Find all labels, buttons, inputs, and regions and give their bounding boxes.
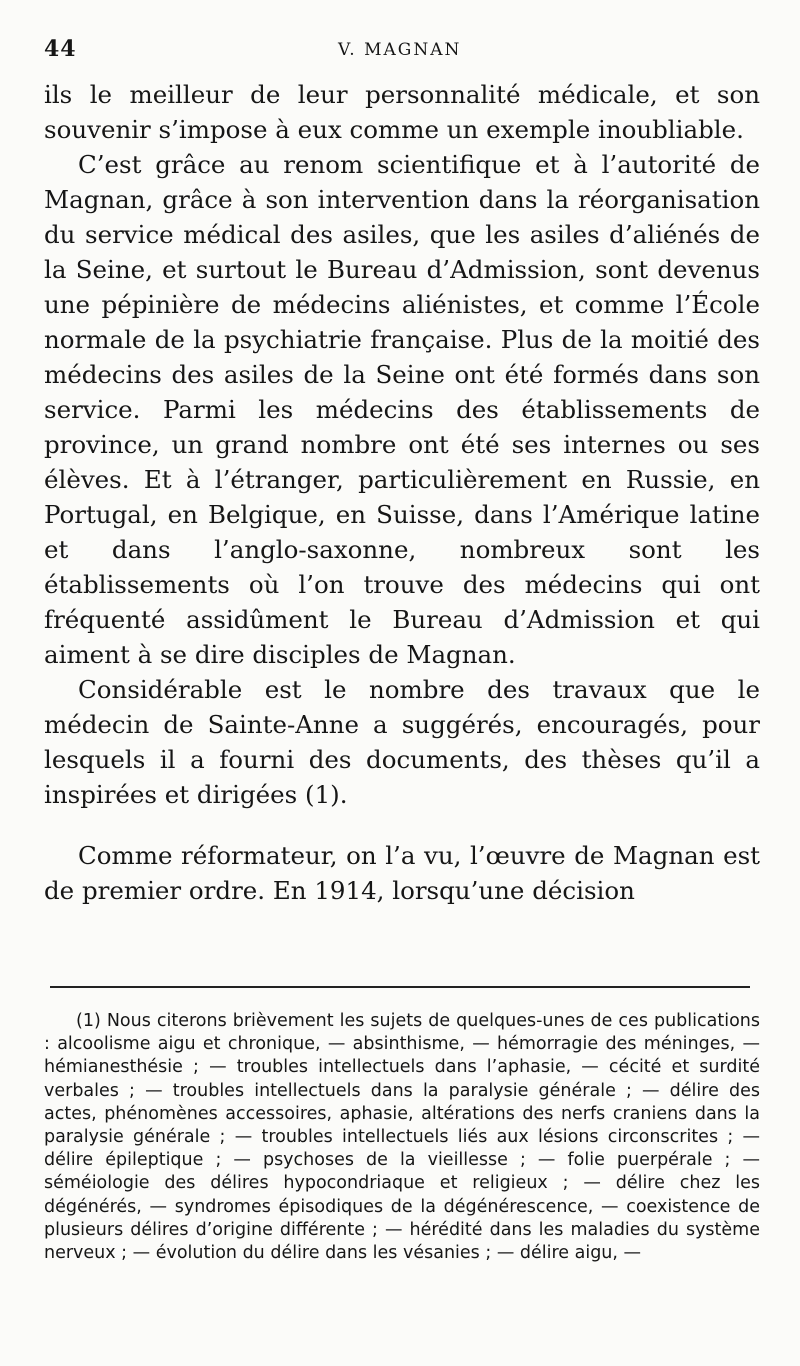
paragraph-continued: ils le meilleur de leur personnalité médicale, et son souvenir s’impose à eux comme un exemple inoubliable. — [44, 80, 760, 144]
running-title: V. MAGNAN — [338, 40, 462, 60]
paragraph-reformateur: Comme réformateur, on l’a vu, l’œuvre de Magnan est de premier ordre. En 1914, lorsqu’une décision — [44, 841, 760, 905]
page-number: 44 — [44, 36, 77, 62]
body-text — [44, 77, 760, 908]
footnote: (1) Nous citerons brièvement les sujets de quelques-unes de ces publications : alcoolisme aigu et chronique, — absinthisme, — hémorragie des méninges, — hémianesthésie ; — troubles intellectuels dans l’aphasie, — cécité et surdité verbales ; — troubles intellectuels dans la paralysie générale ; — délire des actes, phénomènes accessoires, aphasie, altérations des nerfs craniens dans la paralysie générale ; — troubles intellectuels liés aux lésions circonscrites ; — délire épileptique ; — psychoses de la vieillesse ; — folie puerpérale ; — séméiologie des délires hypocondriaque et religieux ; — délire chez les dégénérés, — syndromes épisodiques de la dégénérescence, — coexistence de plusieurs délires d’origine différente ; — hérédité dans les maladies du système nerveux ; — évolution du délire dans les vésanies ; — délire aigu, — — [44, 1011, 760, 1264]
paragraph-renom: C’est grâce au renom scientifique et à l’autorité de Magnan, grâce à son intervention dans la réorganisation du service médical des asiles, que les asiles d’aliénés de la Seine, et surtout le Bureau d’Admission, sont devenus une pépinière de médecins aliénistes, et comme l’École normale de la psychiatrie française. Plus de la moitié des médecins des asiles de la Seine ont été formés dans son service. Parmi les médecins des établissements de province, un grand nombre ont été ses internes ou ses élèves. Et à l’étranger, particulièrement en Russie, en Portugal, en Belgique, en Suisse, dans l’Amérique latine et dans l’anglo-saxonne, nombreux sont les établissements où l’on trouve des médecins qui ont fréquenté assidûment le Bureau d’Admission et qui aiment à se dire disciples de Magnan. — [44, 150, 760, 669]
paragraph-travaux: Considérable est le nombre des travaux que le médecin de Sainte-Anne a suggérés, encouragés, pour lesquels il a fourni des documents, des thèses qu’il a inspirées et dirigées (1). — [44, 675, 760, 809]
running-head — [44, 36, 760, 66]
footnote-divider — [50, 986, 750, 988]
